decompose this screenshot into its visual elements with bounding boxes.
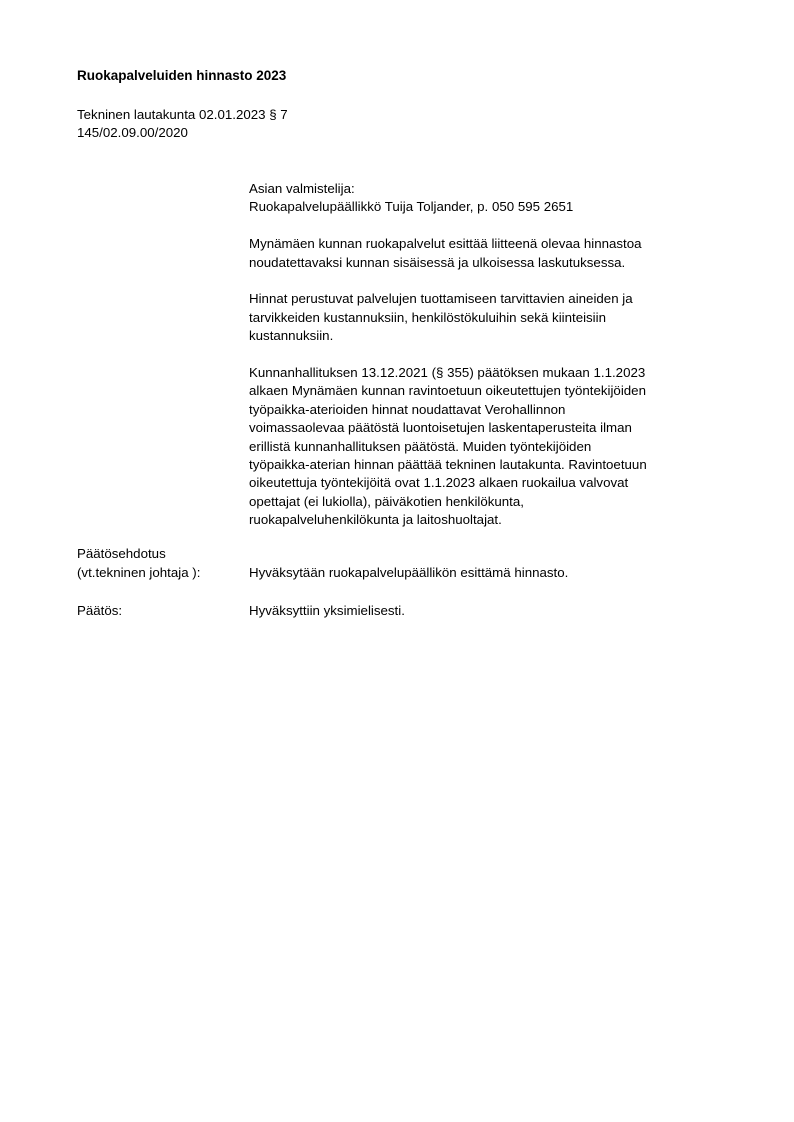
paragraph-line: noudatettavaksi kunnan sisäisessä ja ulkoisessa laskutuksessa. <box>249 254 626 270</box>
paragraph-line: erillistä kunnanhallituksen päätöstä. Muiden työntekijöiden <box>249 438 592 454</box>
decision-row <box>77 602 757 622</box>
document-meta <box>77 106 288 142</box>
meeting-reference: Tekninen lautakunta 02.01.2023 § 7 <box>77 107 288 122</box>
preparer-label: Asian valmistelija: <box>249 181 355 196</box>
proposal-label: Päätösehdotus <box>77 546 166 561</box>
case-number: 145/02.09.00/2020 <box>77 125 188 140</box>
paragraph-line: Kunnanhallituksen 13.12.2021 (§ 355) päätöksen mukaan 1.1.2023 <box>249 365 646 381</box>
decision-text: Hyväksyttiin yksimielisesti. <box>249 603 405 618</box>
document-body <box>249 180 729 548</box>
paragraph-line: kustannuksiin. <box>249 328 334 344</box>
proposal-text: Hyväksytään ruokapalvelupäällikön esittämä hinnasto. <box>249 565 569 580</box>
paragraph-1 <box>249 235 729 272</box>
paragraph-line: tarvikkeiden kustannuksiin, henkilöstökuluihin sekä kiinteisiin <box>249 309 606 325</box>
paragraph-line: Hinnat perustuvat palvelujen tuottamiseen tarvittavien aineiden ja <box>249 291 633 307</box>
document-title: Ruokapalveluiden hinnasto 2023 <box>77 68 287 83</box>
decision-label: Päätös: <box>77 603 123 618</box>
paragraph-line: ruokapalveluhenkilökunta ja laitoshuoltajat. <box>249 512 502 528</box>
paragraph-line: oikeutettuja työntekijöitä ovat 1.1.2023 alkaen ruokailua valvovat <box>249 475 629 491</box>
proposal-row <box>77 545 757 585</box>
paragraph-line: alkaen Mynämäen kunnan ravintoetuun oikeutettujen työntekijöiden <box>249 383 646 399</box>
paragraph-line: työpaikka-aterioiden hinnat noudattavat Verohallinnon <box>249 401 566 417</box>
paragraph-2 <box>249 290 729 345</box>
paragraph-line: Mynämäen kunnan ruokapalvelut esittää liitteenä olevaa hinnastoa <box>249 236 642 252</box>
paragraph-line: työpaikka-aterian hinnan päättää tekninen lautakunta. Ravintoetuun <box>249 457 647 473</box>
paragraph-line: opettajat (ei lukiolla), päiväkotien henkilökunta, <box>249 493 524 509</box>
preparer-name: Ruokapalvelupäällikkö Tuija Toljander, p. 050 595 2651 <box>249 199 574 215</box>
paragraph-line: voimassaolevaa päätöstä luontoisetujen laskentaperusteita ilman <box>249 420 632 436</box>
paragraph-3 <box>249 364 729 530</box>
proposal-label-role: (vt.tekninen johtaja ): <box>77 565 201 580</box>
preparer-block <box>249 180 729 217</box>
